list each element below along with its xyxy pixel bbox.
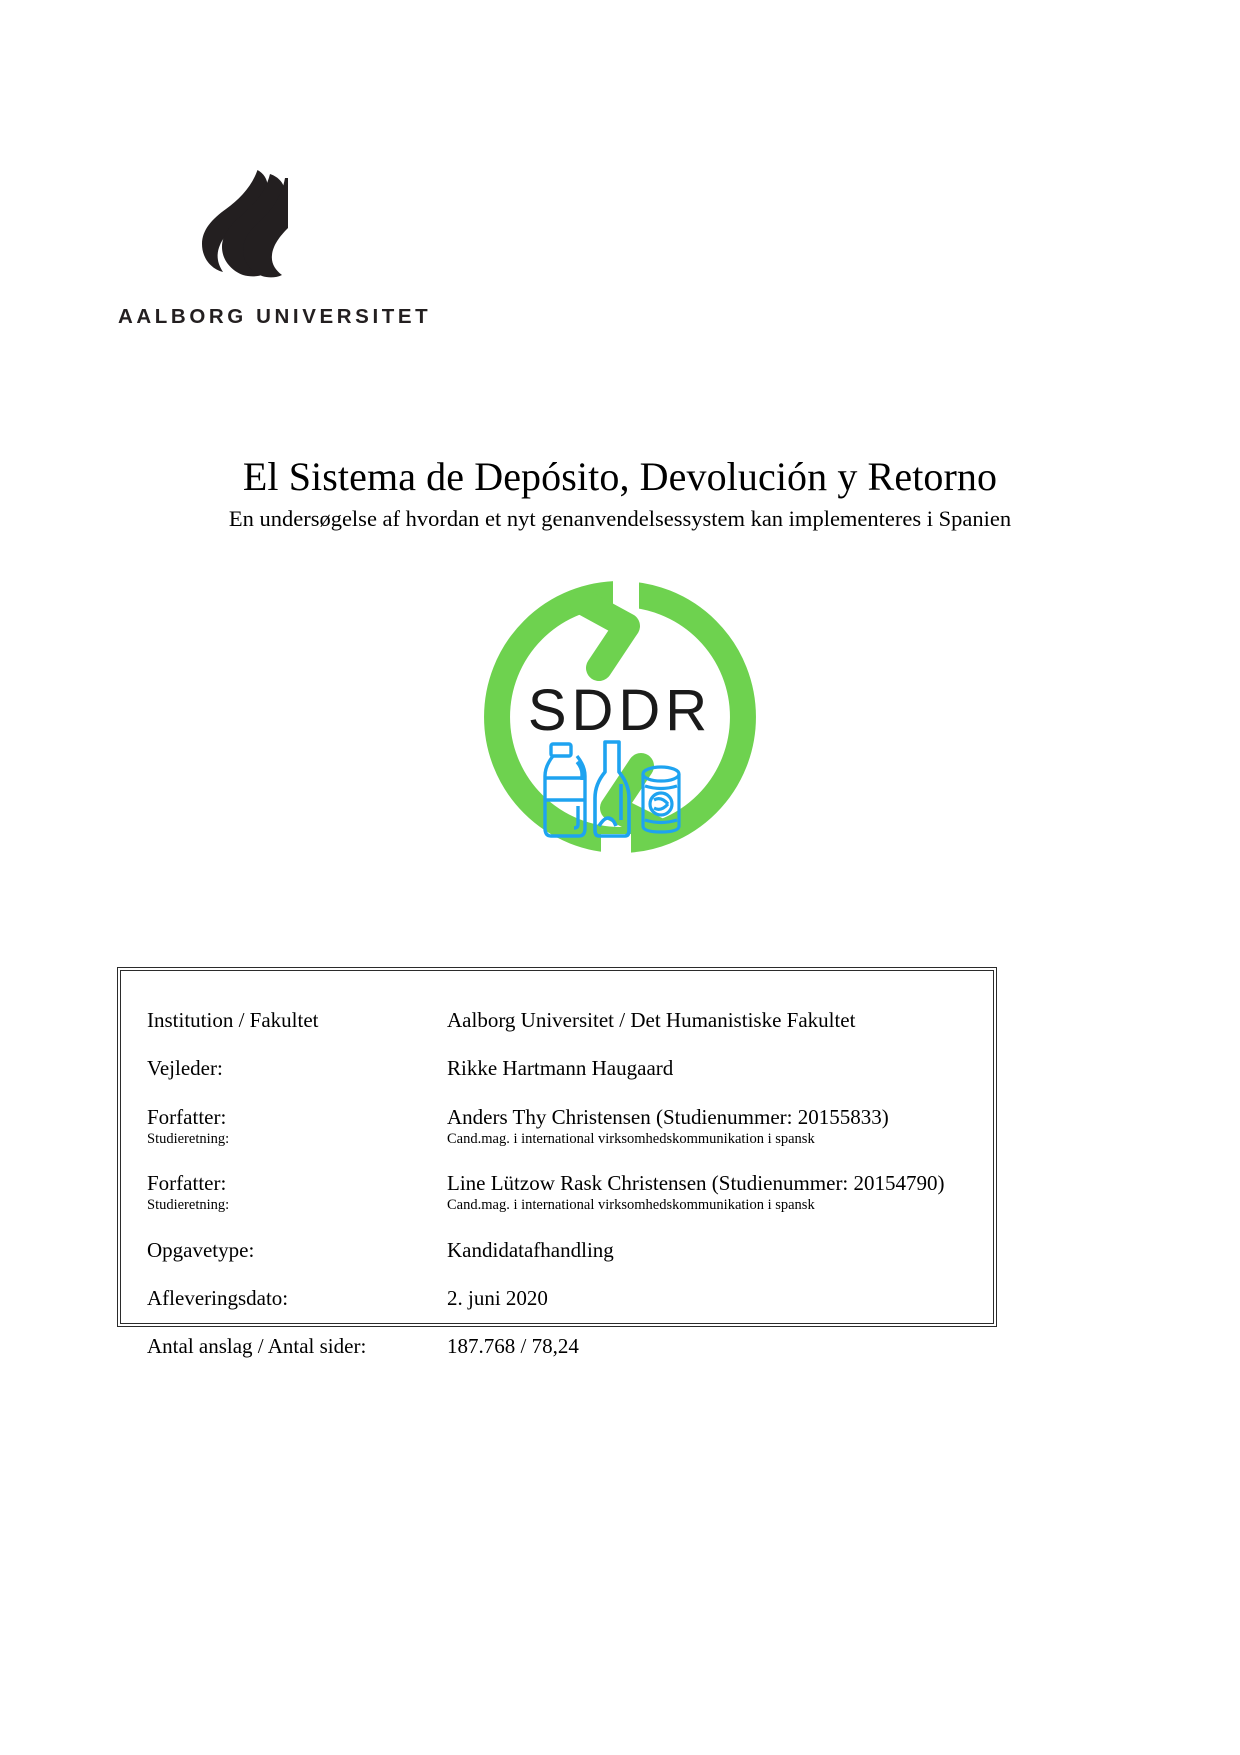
document-info-table	[147, 1007, 977, 1360]
table-row	[147, 1263, 977, 1311]
info-value: Anders Thy Christensen (Studienummer: 20155833)	[447, 1104, 889, 1129]
table-row	[147, 1311, 977, 1359]
info-value: Kandidatafhandling	[447, 1237, 614, 1262]
info-label: Forfatter:	[147, 1104, 227, 1129]
info-value: 187.768 / 78,24	[447, 1334, 579, 1359]
info-sub-value: Cand.mag. i international virksomhedskommunikation i spansk	[447, 1130, 815, 1147]
sddr-wordmark: SDDR	[527, 678, 713, 743]
info-value: 2. juni 2020	[447, 1286, 548, 1311]
document-info-frame	[117, 967, 997, 1359]
info-value: Aalborg Universitet / Det Humanistiske Fakultet	[447, 1008, 856, 1032]
table-row	[147, 1196, 977, 1214]
info-label: Antal anslag / Antal sider:	[147, 1334, 367, 1359]
table-row	[147, 1007, 977, 1033]
university-wordmark: AALBORG UNIVERSITET	[118, 305, 432, 328]
table-row	[147, 1148, 977, 1196]
info-sub-label: Studieretning:	[147, 1130, 230, 1147]
aalborg-university-logo	[118, 168, 432, 329]
table-row	[147, 1215, 977, 1263]
info-label: Institution / Fakultet	[147, 1008, 319, 1032]
document-title: El Sistema de Depósito, Devolución y Retorno	[242, 454, 998, 499]
info-value: Line Lützow Rask Christensen (Studienummer: 20154790)	[447, 1171, 945, 1196]
info-label: Vejleder:	[147, 1056, 223, 1081]
table-row	[147, 1033, 977, 1081]
info-value: Rikke Hartmann Haugaard	[447, 1056, 674, 1081]
title-block	[0, 455, 1240, 532]
table-row	[147, 1130, 977, 1148]
info-sub-value: Cand.mag. i international virksomhedskommunikation i spansk	[447, 1197, 815, 1214]
sddr-logo	[475, 572, 765, 872]
info-label: Opgavetype:	[147, 1237, 255, 1262]
aalborg-university-mark-icon	[190, 168, 295, 283]
document-subtitle: En undersøgelse af hvordan et nyt genanvendelsessystem kan implementeres i Spanien	[228, 505, 1012, 531]
info-label: Forfatter:	[147, 1171, 227, 1196]
info-sub-label: Studieretning:	[147, 1197, 230, 1214]
info-label: Afleveringsdato:	[147, 1286, 289, 1311]
table-row	[147, 1082, 977, 1130]
